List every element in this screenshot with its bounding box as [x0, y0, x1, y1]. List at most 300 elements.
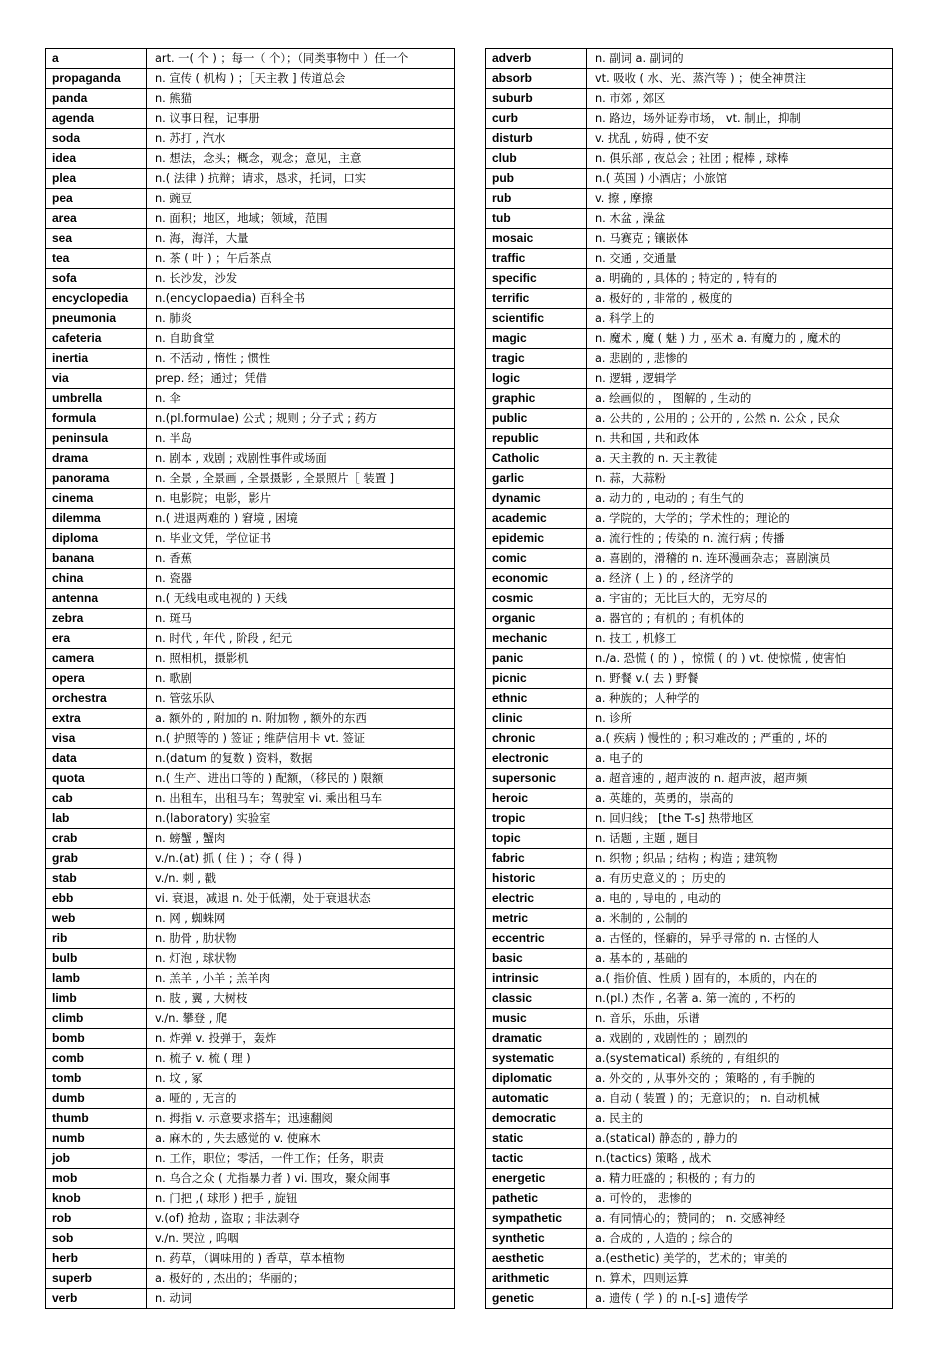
vocab-row	[46, 249, 455, 269]
vocab-definition: n. 伞	[147, 389, 455, 409]
vocab-definition: n. 坟 , 冢	[147, 1069, 455, 1089]
vocab-row	[486, 129, 893, 149]
vocab-row	[486, 649, 893, 669]
vocab-word: fabric	[486, 849, 587, 869]
vocab-definition: n. 魔术 , 魔 ( 魅 ) 力 , 巫术 a. 有魔力的 , 魔术的	[587, 329, 893, 349]
vocab-word: herb	[46, 1249, 147, 1269]
vocab-word: automatic	[486, 1089, 587, 1109]
vocab-row	[46, 289, 455, 309]
vocab-definition: n. 路边，场外证券市场， vt. 制止，抑制	[587, 109, 893, 129]
vocab-row	[486, 709, 893, 729]
vocab-word: knob	[46, 1189, 147, 1209]
vocab-definition: n. 算术，四则运算	[587, 1269, 893, 1289]
vocab-definition: n. 瓷器	[147, 569, 455, 589]
vocab-word: supersonic	[486, 769, 587, 789]
vocab-definition: a. 米制的 , 公制的	[587, 909, 893, 929]
vocab-definition: a. 合成的 , 人造的 ; 综合的	[587, 1229, 893, 1249]
vocab-word: historic	[486, 869, 587, 889]
vocab-word: synthetic	[486, 1229, 587, 1249]
vocabulary-table-right	[485, 48, 893, 1309]
vocab-word: sea	[46, 229, 147, 249]
vocab-word: genetic	[486, 1289, 587, 1309]
vocab-row	[46, 469, 455, 489]
vocab-word: superb	[46, 1269, 147, 1289]
vocab-definition: n. 全景 , 全景画 , 全景摄影 , 全景照片［ 装置 ]	[147, 469, 455, 489]
vocab-row	[46, 709, 455, 729]
vocab-definition: n. 药草，（调味用的 ) 香草，草本植物	[147, 1249, 455, 1269]
vocab-row	[486, 529, 893, 549]
vocab-definition: a. 极好的 , 杰出的；华丽的；	[147, 1269, 455, 1289]
vocab-word: comic	[486, 549, 587, 569]
vocab-definition: n. 门把 ,( 球形 ) 把手 , 旋钮	[147, 1189, 455, 1209]
vocab-definition: n. 拇指 v. 示意要求搭车；迅速翻阅	[147, 1109, 455, 1129]
vocab-row	[46, 589, 455, 609]
vocab-row	[46, 109, 455, 129]
vocab-row	[486, 929, 893, 949]
vocab-word: specific	[486, 269, 587, 289]
vocab-word: chronic	[486, 729, 587, 749]
vocab-definition: n.( 法律 ) 抗辩；请求，恳求，托词，口实	[147, 169, 455, 189]
vocab-definition: n. 面积；地区，地域；领域，范围	[147, 209, 455, 229]
vocab-definition: a. 有历史意义的 ；历史的	[587, 869, 893, 889]
vocab-word: banana	[46, 549, 147, 569]
vocab-row	[46, 809, 455, 829]
vocab-definition: a.( 指价值、性质 ) 固有的，本质的，内在的	[587, 969, 893, 989]
vocab-row	[46, 869, 455, 889]
vocab-row	[486, 1229, 893, 1249]
vocab-row	[46, 1129, 455, 1149]
vocab-definition: a. 可怜的， 悲惨的	[587, 1189, 893, 1209]
vocab-row	[46, 389, 455, 409]
vocab-definition: n. 梳子 v. 梳 ( 理 )	[147, 1049, 455, 1069]
vocab-definition: a. 器官的 ; 有机的 ; 有机体的	[587, 609, 893, 629]
vocab-row	[46, 369, 455, 389]
vocab-definition: a. 极好的 , 非常的 , 极度的	[587, 289, 893, 309]
vocab-row	[486, 269, 893, 289]
vocab-definition: a. 公共的 , 公用的 ; 公开的 , 公然 n. 公众 , 民众	[587, 409, 893, 429]
vocab-word: democratic	[486, 1109, 587, 1129]
vocab-word: aesthetic	[486, 1249, 587, 1269]
vocab-row	[486, 589, 893, 609]
vocab-word: tub	[486, 209, 587, 229]
vocab-word: logic	[486, 369, 587, 389]
vocab-row	[46, 769, 455, 789]
vocab-definition: n.( 生产、进出口等的 ) 配额，（移民的 ) 限额	[147, 769, 455, 789]
vocab-definition: n. 马赛克 ; 镶嵌体	[587, 229, 893, 249]
vocab-row	[46, 89, 455, 109]
vocab-definition: a. 基本的 , 基础的	[587, 949, 893, 969]
vocab-definition: n. 时代 , 年代 , 阶段 , 纪元	[147, 629, 455, 649]
vocab-row	[486, 969, 893, 989]
vocab-definition: n.(laboratory) 实验室	[147, 809, 455, 829]
vocab-definition: n.(encyclopaedia) 百科全书	[147, 289, 455, 309]
vocab-definition: n. 音乐，乐曲，乐谱	[587, 1009, 893, 1029]
vocab-word: pathetic	[486, 1189, 587, 1209]
vocab-word: basic	[486, 949, 587, 969]
vocab-word: magic	[486, 329, 587, 349]
vocab-word: propaganda	[46, 69, 147, 89]
vocab-word: cafeteria	[46, 329, 147, 349]
vocab-word: republic	[486, 429, 587, 449]
vocab-word: plea	[46, 169, 147, 189]
vocab-word: zebra	[46, 609, 147, 629]
vocab-word: idea	[46, 149, 147, 169]
vocab-definition: a. 经济 ( 上 ) 的 , 经济学的	[587, 569, 893, 589]
vocab-row	[486, 229, 893, 249]
vocab-definition: n. 长沙发，沙发	[147, 269, 455, 289]
vocab-word: rib	[46, 929, 147, 949]
vocab-word: via	[46, 369, 147, 389]
vocab-definition: n. 话题 , 主题 , 题目	[587, 829, 893, 849]
vocab-row	[46, 1089, 455, 1109]
vocab-row	[46, 1169, 455, 1189]
vocab-row	[46, 649, 455, 669]
vocab-definition: a. 有同情心的；赞同的； n. 交感神经	[587, 1209, 893, 1229]
vocab-word: pub	[486, 169, 587, 189]
vocab-word: heroic	[486, 789, 587, 809]
vocab-word: intrinsic	[486, 969, 587, 989]
vocab-row	[486, 629, 893, 649]
vocab-word: graphic	[486, 389, 587, 409]
vocab-definition: n. 逻辑 , 逻辑学	[587, 369, 893, 389]
vocab-row	[486, 109, 893, 129]
vocab-row	[486, 1129, 893, 1149]
vocab-definition: n. 茶 ( 叶 ) ；午后茶点	[147, 249, 455, 269]
vocab-definition: n. 香蕉	[147, 549, 455, 569]
vocab-definition: v./n. 哭泣 , 呜咽	[147, 1229, 455, 1249]
vocab-row	[46, 269, 455, 289]
vocab-definition: n.(tactics) 策略 , 战术	[587, 1149, 893, 1169]
vocabulary-table-right-body	[486, 49, 893, 1309]
vocab-word: numb	[46, 1129, 147, 1149]
vocab-row	[486, 569, 893, 589]
vocab-word: tactic	[486, 1149, 587, 1169]
vocab-definition: v./n.(at) 抓 ( 住 ) ；夺 ( 得 )	[147, 849, 455, 869]
vocab-word: umbrella	[46, 389, 147, 409]
vocab-word: dynamic	[486, 489, 587, 509]
vocab-word: rub	[486, 189, 587, 209]
vocab-word: drama	[46, 449, 147, 469]
vocab-row	[46, 189, 455, 209]
vocab-row	[46, 1109, 455, 1129]
vocab-word: topic	[486, 829, 587, 849]
vocab-row	[486, 549, 893, 569]
vocab-definition: n. 出租车，出租马车；驾驶室 vi. 乘出租马车	[147, 789, 455, 809]
vocab-row	[486, 449, 893, 469]
vocab-definition: a. 学院的，大学的；学术性的；理论的	[587, 509, 893, 529]
vocab-row	[486, 189, 893, 209]
vocab-row	[486, 1049, 893, 1069]
vocabulary-table-left	[45, 48, 455, 1309]
vocab-definition: a. 民主的	[587, 1109, 893, 1129]
vocab-word: opera	[46, 669, 147, 689]
vocab-row	[486, 1109, 893, 1129]
vocab-row	[486, 1069, 893, 1089]
vocab-definition: n.(datum 的复数 ) 资料，数据	[147, 749, 455, 769]
vocab-row	[486, 1289, 893, 1309]
vocab-word: curb	[486, 109, 587, 129]
vocab-row	[46, 969, 455, 989]
vocab-word: metric	[486, 909, 587, 929]
vocab-definition: n. 回归线； [the T-s] 热带地区	[587, 809, 893, 829]
vocab-word: stab	[46, 869, 147, 889]
vocab-word: data	[46, 749, 147, 769]
vocab-word: bomb	[46, 1029, 147, 1049]
vocab-definition: a. 绘画似的 ， 图解的 , 生动的	[587, 389, 893, 409]
vocab-definition: n. 炸弹 v. 投弹于，轰炸	[147, 1029, 455, 1049]
vocab-definition: n. 歌剧	[147, 669, 455, 689]
vocab-row	[486, 429, 893, 449]
vocab-definition: a.(esthetic) 美学的，艺术的；审美的	[587, 1249, 893, 1269]
vocab-word: cab	[46, 789, 147, 809]
vocab-definition: n.( 英国 ) 小酒店；小旅馆	[587, 169, 893, 189]
vocab-row	[46, 509, 455, 529]
vocab-word: tomb	[46, 1069, 147, 1089]
vocab-word: panda	[46, 89, 147, 109]
vocab-row	[46, 309, 455, 329]
vocab-row	[486, 1189, 893, 1209]
vocab-word: academic	[486, 509, 587, 529]
vocab-definition: a.(statical) 静态的 , 静力的	[587, 1129, 893, 1149]
vocab-row	[486, 1269, 893, 1289]
vocab-definition: n. 交通 , 交通量	[587, 249, 893, 269]
vocab-word: sofa	[46, 269, 147, 289]
vocab-definition: n. 肢 , 翼 , 大树枝	[147, 989, 455, 1009]
vocab-definition: n.(pl.formulae) 公式 ; 规则 ; 分子式 ; 药方	[147, 409, 455, 429]
vocab-definition: n. 共和国 , 共和政体	[587, 429, 893, 449]
vocab-word: sob	[46, 1229, 147, 1249]
vocab-row	[486, 949, 893, 969]
vocab-definition: n. 螃蟹 , 蟹肉	[147, 829, 455, 849]
vocab-definition: n. 不活动 , 惰性 ; 惯性	[147, 349, 455, 369]
vocab-row	[486, 1009, 893, 1029]
vocab-definition: vi. 衰退，减退 n. 处于低潮，处于衰退状态	[147, 889, 455, 909]
vocab-row	[486, 669, 893, 689]
vocab-word: suburb	[486, 89, 587, 109]
vocab-definition: n. 肋骨 , 肋状物	[147, 929, 455, 949]
vocab-row	[46, 689, 455, 709]
vocab-word: cosmic	[486, 589, 587, 609]
vocab-definition: n. 管弦乐队	[147, 689, 455, 709]
vocab-word: formula	[46, 409, 147, 429]
vocab-row	[46, 149, 455, 169]
vocab-definition: a. 电子的	[587, 749, 893, 769]
vocab-definition: a.(systematical) 系统的 , 有组织的	[587, 1049, 893, 1069]
vocab-word: systematic	[486, 1049, 587, 1069]
vocab-word: traffic	[486, 249, 587, 269]
vocab-word: diploma	[46, 529, 147, 549]
vocab-definition: n. 议事日程，记事册	[147, 109, 455, 129]
vocab-row	[46, 409, 455, 429]
vocab-row	[486, 249, 893, 269]
vocab-definition: n. 木盆 , 澡盆	[587, 209, 893, 229]
vocab-definition: a. 宇宙的；无比巨大的，无穷尽的	[587, 589, 893, 609]
vocab-row	[46, 729, 455, 749]
vocab-definition: art. 一( 个 ) ；每一（ 个）；（同类事物中 ）任一个	[147, 49, 455, 69]
vocab-definition: v.(of) 抢劫 , 盗取 ; 非法剥夺	[147, 1209, 455, 1229]
vocab-word: limb	[46, 989, 147, 1009]
vocab-word: energetic	[486, 1169, 587, 1189]
vocab-word: era	[46, 629, 147, 649]
vocab-row	[486, 389, 893, 409]
vocab-definition: n. 副词 a. 副词的	[587, 49, 893, 69]
vocab-word: china	[46, 569, 147, 589]
vocab-row	[486, 1149, 893, 1169]
vocab-row	[46, 569, 455, 589]
vocabulary-table-left-body	[46, 49, 455, 1309]
vocab-row	[46, 329, 455, 349]
vocab-word: quota	[46, 769, 147, 789]
vocab-word: club	[486, 149, 587, 169]
vocab-word: eccentric	[486, 929, 587, 949]
vocab-row	[46, 629, 455, 649]
vocab-word: agenda	[46, 109, 147, 129]
vocab-word: sympathetic	[486, 1209, 587, 1229]
vocab-definition: a. 精力旺盛的 ; 积极的 ; 有力的	[587, 1169, 893, 1189]
vocab-definition: a. 悲剧的 , 悲惨的	[587, 349, 893, 369]
vocab-definition: a. 哑的 , 无言的	[147, 1089, 455, 1109]
vocab-row	[486, 469, 893, 489]
vocab-word: climb	[46, 1009, 147, 1029]
vocab-definition: n. 织物 ; 织品 ; 结构 ; 构造 ; 建筑物	[587, 849, 893, 869]
vocab-word: classic	[486, 989, 587, 1009]
vocab-row	[46, 1049, 455, 1069]
vocab-word: absorb	[486, 69, 587, 89]
vocab-row	[46, 789, 455, 809]
vocab-row	[486, 289, 893, 309]
vocab-word: extra	[46, 709, 147, 729]
vocab-word: lamb	[46, 969, 147, 989]
vocab-row	[46, 1029, 455, 1049]
vocab-definition: n.(pl.) 杰作 , 名著 a. 第一流的 , 不朽的	[587, 989, 893, 1009]
vocab-row	[46, 609, 455, 629]
vocab-row	[46, 209, 455, 229]
vocab-row	[46, 929, 455, 949]
vocab-word: tea	[46, 249, 147, 269]
vocab-word: scientific	[486, 309, 587, 329]
vocab-definition: n./a. 恐慌 ( 的 ) ，惊慌 ( 的 ) vt. 使惊慌 , 使害怕	[587, 649, 893, 669]
vocab-definition: n. 剧本 , 戏剧 ; 戏剧性事件或场面	[147, 449, 455, 469]
vocab-word: camera	[46, 649, 147, 669]
vocab-word: rob	[46, 1209, 147, 1229]
vocab-definition: v. 擦 , 摩擦	[587, 189, 893, 209]
vocab-definition: n. 蒜，大蒜粉	[587, 469, 893, 489]
vocab-row	[46, 429, 455, 449]
vocab-word: adverb	[486, 49, 587, 69]
vocab-row	[486, 69, 893, 89]
vocab-definition: prep. 经；通过；凭借	[147, 369, 455, 389]
vocab-row	[46, 549, 455, 569]
vocab-row	[46, 669, 455, 689]
vocab-word: job	[46, 1149, 147, 1169]
vocab-definition: a. 科学上的	[587, 309, 893, 329]
vocab-definition: n. 电影院；电影，影片	[147, 489, 455, 509]
vocab-row	[46, 949, 455, 969]
vocab-word: tragic	[486, 349, 587, 369]
vocab-definition: n. 豌豆	[147, 189, 455, 209]
vocab-word: arithmetic	[486, 1269, 587, 1289]
vocab-definition: a.( 疾病 ) 慢性的 ; 积习难改的 ; 严重的 , 坏的	[587, 729, 893, 749]
vocab-row	[46, 889, 455, 909]
vocab-word: diplomatic	[486, 1069, 587, 1089]
vocab-definition: n.( 进退两难的 ) 窘境 , 困境	[147, 509, 455, 529]
vocab-definition: n. 技工 , 机修工	[587, 629, 893, 649]
vocab-word: panorama	[46, 469, 147, 489]
vocab-definition: vt. 吸收 ( 水、光、蒸汽等 ) ；使全神贯注	[587, 69, 893, 89]
vocab-row	[486, 49, 893, 69]
vocab-row	[486, 609, 893, 629]
vocab-row	[46, 1289, 455, 1309]
vocab-row	[486, 1029, 893, 1049]
vocab-row	[46, 1209, 455, 1229]
vocab-row	[486, 169, 893, 189]
vocab-definition: n. 半岛	[147, 429, 455, 449]
vocab-row	[46, 1069, 455, 1089]
vocab-word: disturb	[486, 129, 587, 149]
vocab-definition: n. 自助食堂	[147, 329, 455, 349]
vocab-definition: v./n. 刺 , 戳	[147, 869, 455, 889]
vocab-row	[486, 849, 893, 869]
vocab-word: mosaic	[486, 229, 587, 249]
vocab-row	[486, 1209, 893, 1229]
vocab-definition: n. 照相机，摄影机	[147, 649, 455, 669]
vocab-row	[486, 689, 893, 709]
vocab-definition: a. 麻木的 , 失去感觉的 v. 使麻木	[147, 1129, 455, 1149]
vocab-word: Catholic	[486, 449, 587, 469]
vocab-row	[486, 369, 893, 389]
vocab-definition: a. 外交的 , 从事外交的 ；策略的 , 有手腕的	[587, 1069, 893, 1089]
vocab-row	[46, 489, 455, 509]
vocab-word: area	[46, 209, 147, 229]
vocab-row	[486, 309, 893, 329]
vocab-definition: a. 流行性的 ; 传染的 n. 流行病 ; 传播	[587, 529, 893, 549]
vocab-definition: a. 自动 ( 装置 ) 的；无意识的； n. 自动机械	[587, 1089, 893, 1109]
vocab-word: ethnic	[486, 689, 587, 709]
vocab-definition: n. 熊猫	[147, 89, 455, 109]
vocab-word: dramatic	[486, 1029, 587, 1049]
vocab-row	[486, 729, 893, 749]
vocab-word: web	[46, 909, 147, 929]
vocab-word: tropic	[486, 809, 587, 829]
vocab-word: verb	[46, 1289, 147, 1309]
vocab-word: inertia	[46, 349, 147, 369]
vocab-word: a	[46, 49, 147, 69]
vocab-row	[486, 769, 893, 789]
vocab-row	[486, 409, 893, 429]
vocab-word: grab	[46, 849, 147, 869]
vocab-row	[46, 849, 455, 869]
vocab-definition: n. 诊所	[587, 709, 893, 729]
vocab-row	[46, 909, 455, 929]
vocab-row	[486, 349, 893, 369]
vocab-word: visa	[46, 729, 147, 749]
vocab-word: picnic	[486, 669, 587, 689]
vocab-definition: n. 苏打 , 汽水	[147, 129, 455, 149]
vocab-definition: n. 羔羊 , 小羊 ; 羔羊肉	[147, 969, 455, 989]
vocab-row	[46, 129, 455, 149]
vocab-row	[486, 1169, 893, 1189]
vocab-word: pea	[46, 189, 147, 209]
vocab-word: public	[486, 409, 587, 429]
vocab-row	[46, 449, 455, 469]
vocab-row	[46, 829, 455, 849]
vocab-row	[486, 829, 893, 849]
vocab-word: electric	[486, 889, 587, 909]
vocab-definition: n. 俱乐部 , 夜总会 ; 社团 ; 棍棒 , 球棒	[587, 149, 893, 169]
vocab-row	[46, 1269, 455, 1289]
vocab-definition: n. 野餐 v.( 去 ) 野餐	[587, 669, 893, 689]
vocab-row	[486, 749, 893, 769]
